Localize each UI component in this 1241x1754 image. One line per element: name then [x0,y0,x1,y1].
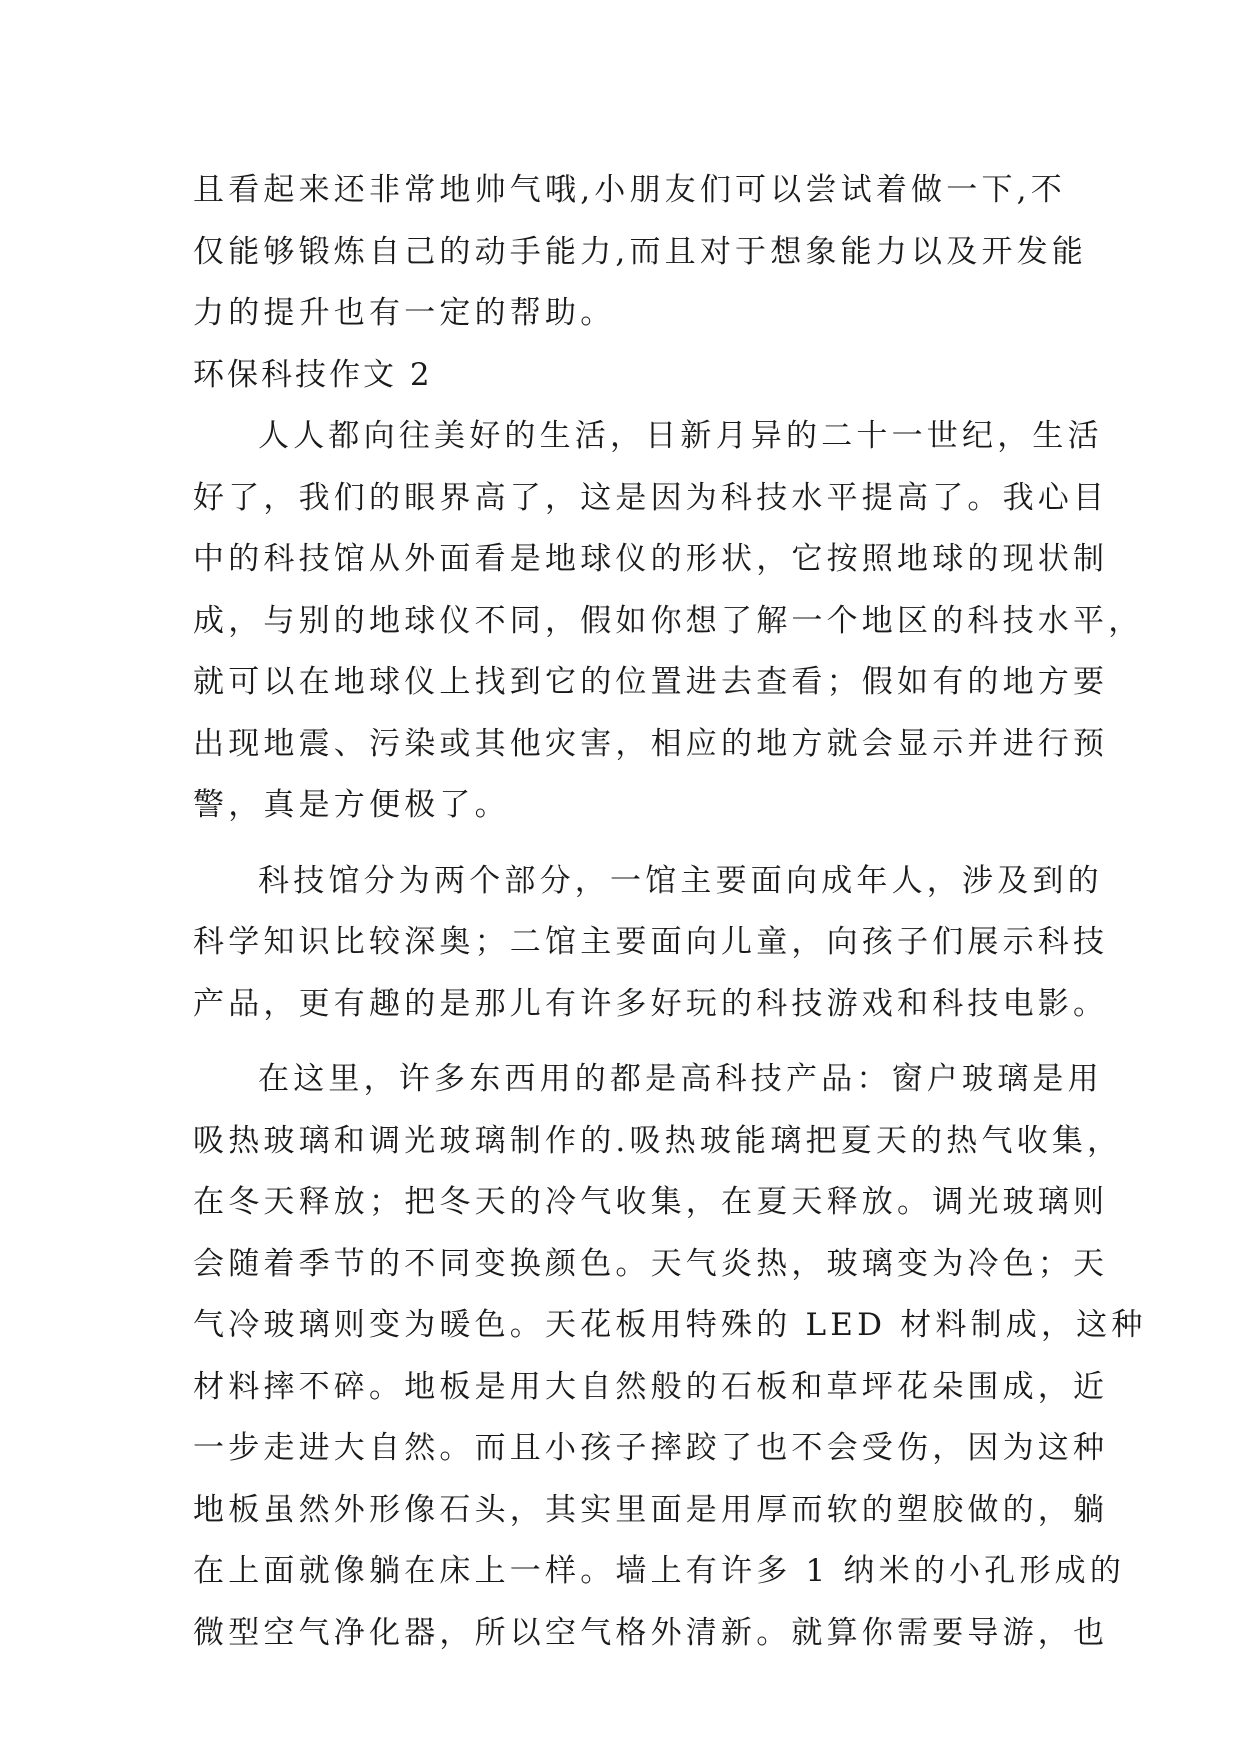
text-line: 地板虽然外形像石头，其实里面是用厚而软的塑胶做的，躺 [193,1491,1109,1528]
text-line: 好了，我们的眼界高了，这是因为科技水平提高了。我心目 [193,479,1109,516]
text-line: 科技馆分为两个部分，一馆主要面向成年人，涉及到的 [258,862,1103,899]
text-line: 成，与别的地球仪不同，假如你想了解一个地区的科技水平， [193,602,1144,639]
text-line: 吸热玻璃和调光玻璃制作的.吸热玻能璃把夏天的热气收集， [193,1122,1123,1159]
text-line: 在这里，许多东西用的都是高科技产品：窗户玻璃是用 [258,1061,1103,1097]
section-title: 环保科技作文 2 [193,356,433,393]
paragraph-3 [193,1049,1147,1664]
paragraph-1 [193,406,1144,837]
text-line: 产品，更有趣的是那儿有许多好玩的科技游戏和科技电影。 [193,985,1109,1022]
text-line: 出现地震、污染或其他灾害，相应的地方就会显示并进行预 [193,725,1109,762]
text-line: 且看起来还非常地帅气哦,小朋友们可以尝试着做一下,不 [193,172,1066,208]
document-body [193,160,1147,1664]
text-line: 中的科技馆从外面看是地球仪的形状，它按照地球的现状制 [193,541,1109,577]
text-line: 科学知识比较深奥；二馆主要面向儿童，向孩子们展示科技 [193,924,1109,960]
paragraph-spacer [193,837,1053,851]
text-line: 微型空气净化器，所以空气格外清新。就算你需要导游，也 [193,1614,1109,1651]
text-line: 一步走进大自然。而且小孩子摔跤了也不会受伤，因为这种 [193,1430,1109,1466]
intro-paragraph [193,160,1088,345]
paragraph-spacer [193,1035,1053,1049]
text-line: 仅能够锻炼自己的动手能力,而且对于想象能力以及开发能 [193,233,1088,270]
text-line: 气冷玻璃则变为暖色。天花板用特殊的 LED 材料制成，这种 [193,1307,1147,1343]
text-line: 材料摔不碎。地板是用大自然般的石板和草坪花朵围成，近 [193,1368,1109,1405]
text-line: 在上面就像躺在床上一样。墙上有许多 1 纳米的小孔形成的 [193,1553,1126,1589]
text-line: 力的提升也有一定的帮助。 [193,295,616,331]
paragraph-2 [193,851,1109,1036]
text-line: 就可以在地球仪上找到它的位置进去查看；假如有的地方要 [193,664,1109,700]
text-line: 人人都向往美好的生活，日新月异的二十一世纪，生活 [258,418,1103,454]
text-line: 会随着季节的不同变换颜色。天气炎热，玻璃变为冷色；天 [193,1245,1109,1282]
text-line: 警，真是方便极了。 [193,787,510,823]
text-line: 在冬天释放；把冬天的冷气收集，在夏天释放。调光玻璃则 [193,1184,1109,1220]
